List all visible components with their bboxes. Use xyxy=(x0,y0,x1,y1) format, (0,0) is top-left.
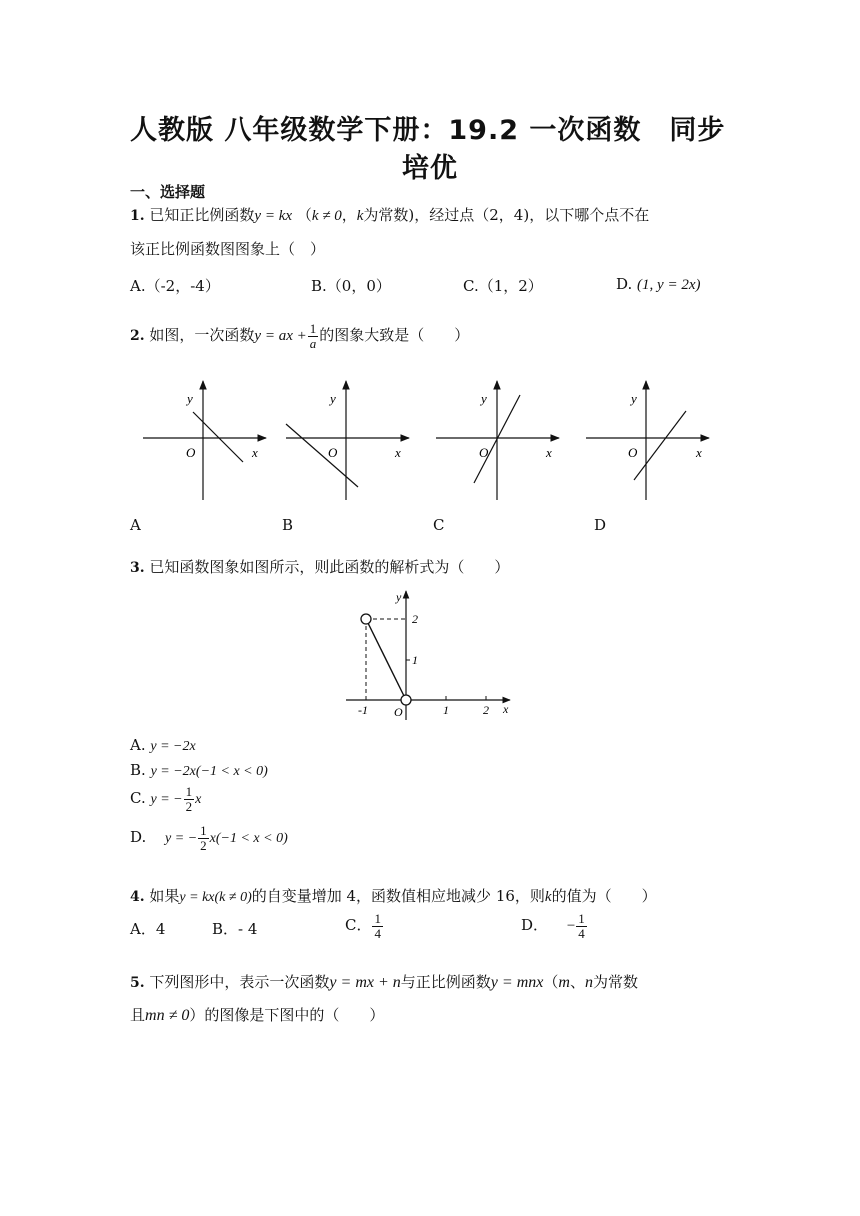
axis-x-label: x xyxy=(503,702,509,716)
question-number: 5. xyxy=(130,975,145,991)
option-a: A．4 xyxy=(130,920,166,938)
question-text: 的自变量增加 4，函数值相应地减少 16，则 xyxy=(251,887,545,905)
fraction-den: 4 xyxy=(578,925,585,941)
question-text: 如果 xyxy=(149,887,180,905)
math-expression: k ≠ 0 xyxy=(311,208,342,224)
axis-x-label: x xyxy=(546,445,552,460)
math-expression: y = mnx xyxy=(490,974,544,991)
math-expression: y = − xyxy=(165,831,198,847)
graph-line xyxy=(193,412,243,462)
axis-y-label: y xyxy=(330,391,336,406)
fraction-num: 1 xyxy=(309,321,317,336)
math-var: n xyxy=(584,974,593,991)
option-label: C. xyxy=(130,789,146,808)
question-text: ， xyxy=(341,206,357,224)
option-b: B．- 4 xyxy=(212,920,258,938)
graph-line xyxy=(634,411,686,480)
fraction-den: 2 xyxy=(200,837,207,853)
page-title-cont: 培优 xyxy=(402,153,458,184)
option-d xyxy=(521,912,588,940)
axis-y-label: y xyxy=(481,391,487,406)
q3-graph xyxy=(330,585,530,725)
tick-label: 1 xyxy=(443,703,449,717)
graph-segment xyxy=(366,619,406,700)
page-title: 人教版 八年级数学下册：19.2 一次函数 同步 xyxy=(130,115,726,146)
fraction xyxy=(576,912,587,940)
open-endpoint xyxy=(401,695,411,705)
question-text: 的图象大致是（ ） xyxy=(319,326,470,345)
fraction-num: 1 xyxy=(200,823,207,838)
tick-label: 2 xyxy=(412,612,418,626)
question-text: （ xyxy=(543,973,559,991)
axis-x-label: x xyxy=(696,445,702,460)
math-expression: y = mx + n xyxy=(329,974,401,991)
fraction xyxy=(184,785,195,813)
math-var: m xyxy=(558,974,570,991)
axis-x-label: x xyxy=(395,445,401,460)
axis-y-label: y xyxy=(631,391,637,406)
math-expression: x(−1 < x < 0) xyxy=(209,831,288,847)
fraction-den: 4 xyxy=(374,925,381,941)
option-label: A. xyxy=(130,736,146,754)
math-expression: y = ax + xyxy=(254,328,307,345)
math-expression: mn ≠ 0 xyxy=(145,1007,190,1024)
option-d xyxy=(130,824,288,852)
question-text: 为常数)，经过点（2，4)，以下哪个点不在 xyxy=(363,206,650,224)
origin-label: O xyxy=(479,445,489,460)
origin-label: O xyxy=(628,445,638,460)
fraction-den: 2 xyxy=(185,798,193,814)
section-heading: 一、选择题 xyxy=(130,183,206,201)
math-expression: (1, y = 2x) xyxy=(637,277,701,293)
math-expression: x xyxy=(195,792,202,808)
graph-a xyxy=(143,381,266,500)
option-b xyxy=(130,761,268,780)
option-label: C． xyxy=(345,916,372,935)
question-text: 如图，一次函数 xyxy=(149,326,255,345)
option-c xyxy=(130,785,201,813)
question-text: 为常数 xyxy=(592,973,638,991)
open-endpoint xyxy=(361,614,371,624)
graph-b xyxy=(286,381,409,500)
fraction xyxy=(372,912,383,940)
fraction-num: 1 xyxy=(185,784,193,799)
origin-label: O xyxy=(328,445,338,460)
math-expression: y = kx(k ≠ 0) xyxy=(179,890,252,905)
option-a xyxy=(130,736,196,755)
question-number: 1. xyxy=(130,208,145,224)
math-var: k xyxy=(544,889,552,905)
math-var: k xyxy=(356,208,364,224)
axis-y-label: y xyxy=(396,590,402,604)
graph-label-b: B xyxy=(282,516,294,534)
option-c xyxy=(345,912,384,940)
question-5 xyxy=(130,971,638,992)
axis-x-label: x xyxy=(252,445,258,460)
fraction-den: a xyxy=(309,335,317,351)
graph-d xyxy=(586,381,709,500)
question-text: 且 xyxy=(130,1006,146,1024)
graph-label-a: A xyxy=(130,516,141,534)
question-number: 2. xyxy=(130,328,145,345)
question-text: 下列图形中，表示一次函数 xyxy=(149,973,330,991)
option-a: A.（-2，-4） xyxy=(130,277,220,295)
math-expression: y = kx xyxy=(254,208,293,224)
origin-label: O xyxy=(186,445,196,460)
option-label: B. xyxy=(130,761,146,779)
q2-graphs xyxy=(0,0,860,560)
question-text: 、 xyxy=(569,973,585,991)
tick-label: 1 xyxy=(412,653,418,667)
option-c: C.（1，2） xyxy=(463,277,543,295)
question-text: ）的图像是下图中的（ ） xyxy=(189,1006,385,1024)
graph-label-c: C xyxy=(433,516,445,534)
question-number: 4. xyxy=(130,889,145,905)
graph-line xyxy=(286,424,358,487)
math-expression: y = −2x(−1 < x < 0) xyxy=(150,764,268,779)
math-expression: y = − xyxy=(150,792,183,808)
question-text: 的值为（ ） xyxy=(551,887,657,905)
axis-y-label: y xyxy=(187,391,193,406)
origin-label: O xyxy=(394,705,403,719)
option-label: D. xyxy=(130,828,147,847)
fraction-num: 1 xyxy=(374,911,381,926)
question-text: 与正比例函数 xyxy=(400,973,491,991)
option-label: D. xyxy=(616,275,633,293)
fraction-num: 1 xyxy=(578,911,585,926)
question-3 xyxy=(130,556,509,577)
tick-label: 2 xyxy=(483,703,489,717)
question-5-line2 xyxy=(130,1004,384,1025)
question-4 xyxy=(130,885,657,906)
question-text: 已知函数图象如图所示，则此函数的解析式为（ ） xyxy=(149,558,510,576)
tick-label: -1 xyxy=(358,703,368,717)
math-expression: y = −2x xyxy=(150,739,196,754)
question-text: （ xyxy=(296,206,312,224)
question-1-line2: 该正比例函数图图象上（ ） xyxy=(130,240,326,258)
fraction xyxy=(198,824,209,852)
graph-c xyxy=(436,381,559,500)
option-label: D． xyxy=(521,916,549,935)
option-b: B.（0，0） xyxy=(311,277,391,295)
math-expression: − xyxy=(566,918,576,935)
graph-label-d: D xyxy=(594,516,607,534)
question-number: 3. xyxy=(130,560,145,576)
question-text: 已知正比例函数 xyxy=(149,206,255,224)
